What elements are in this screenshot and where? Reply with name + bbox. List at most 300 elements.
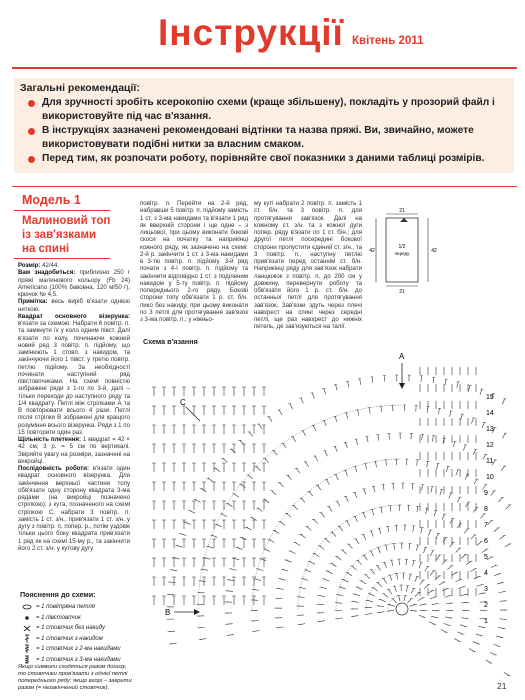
general-title: Загальні рекомендації:	[20, 82, 140, 94]
stitch-mark	[464, 529, 468, 534]
stitch-mark	[349, 544, 353, 549]
row-label: 10	[486, 474, 494, 481]
stitch-mark	[293, 505, 297, 509]
stitch-mark	[456, 579, 461, 582]
stitch-mark	[208, 546, 214, 548]
stitch-mark	[329, 507, 332, 512]
stitch-mark	[347, 521, 350, 526]
stitch-mark	[470, 569, 475, 572]
stitch-mark	[491, 491, 495, 496]
stitch-mark	[315, 456, 318, 461]
stitch-mark	[474, 576, 480, 578]
stitch-mark	[494, 528, 499, 532]
stitch-mark	[428, 590, 433, 593]
stitch-mark	[457, 382, 458, 388]
stitch-mark	[369, 594, 374, 597]
stitch-mark	[337, 556, 342, 560]
stitch-mark	[468, 385, 470, 391]
stitch-mark	[486, 660, 491, 663]
stitch-mark	[375, 461, 376, 467]
page-title: Інструкції	[158, 12, 344, 53]
stitch-mark	[386, 460, 387, 466]
stitch-mark	[364, 555, 367, 560]
stitch-mark	[487, 521, 491, 525]
stitch-mark	[415, 576, 418, 581]
stitch-mark	[336, 474, 339, 479]
stitch-mark	[425, 566, 428, 571]
stitch-mark	[450, 542, 454, 547]
stitch-mark	[295, 542, 300, 545]
stitch-mark	[421, 376, 422, 382]
stitch-mark	[241, 484, 246, 488]
stitch-mark	[482, 549, 487, 552]
stitch-mark	[288, 475, 292, 480]
model-rule	[14, 210, 110, 211]
stitch-mark	[342, 550, 346, 554]
stitch-mark	[234, 558, 240, 560]
stitch-mark	[456, 470, 458, 476]
stitch-mark	[415, 592, 419, 596]
stitch-mark	[426, 508, 427, 514]
stitch-mark	[319, 546, 324, 550]
stitch-mark	[208, 478, 213, 481]
stitch-mark	[258, 508, 263, 511]
page-number: 21	[497, 681, 507, 691]
stitch-mark	[371, 570, 375, 575]
stitch-mark	[480, 389, 482, 395]
stitch-mark	[469, 649, 474, 652]
stitch-mark	[394, 586, 396, 592]
stitch-mark	[397, 573, 398, 579]
stitch-mark	[458, 587, 464, 589]
stitch-mark	[309, 491, 313, 496]
chain-icon	[18, 602, 36, 612]
crochet-diagram	[140, 347, 520, 677]
stitch-mark	[406, 559, 407, 565]
stitch-mark	[384, 562, 386, 568]
stitch-mark	[234, 494, 239, 497]
stitch-mark	[325, 451, 328, 456]
stitch-mark	[365, 464, 366, 470]
single-crochet-icon	[18, 623, 36, 633]
row-label: 11	[486, 458, 494, 465]
stitch-mark	[392, 560, 393, 566]
stitch-mark	[301, 534, 306, 538]
bullet-icon	[28, 128, 35, 135]
stitch-mark	[491, 565, 496, 568]
stitch-mark	[500, 536, 505, 539]
schema-mid2-label: переду	[394, 251, 410, 256]
stitch-mark	[306, 570, 312, 572]
row-label: 6	[484, 538, 488, 545]
stitch-mark	[352, 566, 357, 570]
stitch-mark	[363, 535, 366, 540]
stitch-mark	[457, 497, 460, 502]
chain-arc	[252, 459, 402, 609]
stitch-mark	[347, 572, 352, 575]
schema-bottom-label: 21	[399, 289, 405, 295]
stitch-mark	[428, 530, 430, 536]
bullet-icon	[28, 156, 35, 163]
diagram-label-c: C	[180, 398, 186, 407]
stitch-mark	[430, 551, 433, 556]
stitch-mark	[413, 526, 414, 532]
stitch-mark	[502, 433, 505, 438]
stitch-mark	[453, 441, 455, 447]
stitch-mark	[461, 554, 466, 558]
stitch-mark	[454, 638, 459, 641]
stitch-mark	[324, 579, 330, 581]
general-item: Для зручності зробіть ксерокопію схеми (краще збільшену), покладіть у прозорий файл і використовуйте під час в'язання.	[20, 96, 508, 123]
legend-note: Якщо символи сходяться разом донизу, то стовпчики пров'язати з однієї петлі попереднього ряду; якщо вгорі – закрити разом (= незакінчений стовпчик).	[18, 664, 132, 691]
stitch-mark	[355, 492, 357, 498]
stitch-mark	[286, 513, 291, 517]
pattern-schematic	[364, 208, 446, 296]
stitch-mark	[363, 512, 365, 518]
stitch-mark	[390, 575, 392, 581]
stitch-mark	[443, 538, 446, 543]
stitch-mark	[340, 587, 346, 589]
model-name: Малиновий топ із зав'язками на спині	[22, 215, 111, 255]
stitch-mark	[332, 532, 336, 536]
stitch-mark	[367, 437, 368, 443]
stitch-mark	[314, 553, 319, 556]
stitch-mark	[256, 466, 260, 470]
stitch-mark	[216, 524, 221, 526]
stitch-mark	[185, 522, 191, 524]
stitch-mark	[343, 579, 348, 582]
stitch-mark	[439, 582, 444, 585]
stitch-mark	[303, 431, 306, 436]
stitch-mark	[348, 381, 349, 387]
stitch-mark	[490, 652, 495, 655]
stitch-mark	[372, 509, 374, 515]
instructions-column-1: Розмір: 42/44. Вам знадобиться: приблизно 250 г пряжі малинового кольору (Fb 24) Americano (100% бавовна, 120 м/50 г), крючок № 4,5. Примітка: весь виріб в'язати однією ниткою. Квадрат основного візерунка: в'язати за схемою. Набрати 6 повітр. п. та замкнути їх у коло одним півст. Далі в'язати по колу, починаючи кожний новий ряд 3 повітр. п. підйому, що замінюють 1 стовп. з накидом, та закінчуючи його 1 півст. у третю повітр. петлю підйому. За необхідності починати наступний ряд півстовпчиками. На схемі повністю зображені ряди з 1-го по 3-й, далі – тільки переходи до наступного ряду та 1/4 квадрату. Петлі між стрілками А та В повторювати всього 4 рази. Петлі після стрілки В зображені для кращого розуміння всього візерунка. Ряди з 1 по 15 повторити один раз. Щільність плетення: 1 квадрат = 42 × 42 см; 3 р. = 5 см по вертикалі. Звіряйте увагу на розміри, зазначені на викройці. Послідовність роботи: в'язати один квадрат основного візерунка. Для закінчення верхньої частини топу обв'язати одну сторону квадрата 3-ма рядами (на викройці позначено стрілкою): з кута, позначеного на схемі стрілкою С, набрати 3 повітр. п. замість 1 ст. з/н., прив'язати 1 ст. з/н. у дугу з повітр. п. попер. р., потім уздовж тільки цього боку квадрата прив'язати 1 ряд як на схемі 15-му р., та закінчити його 2 ст. з/н. у кутову дугу	[18, 262, 130, 552]
row-label: 12	[486, 442, 494, 449]
schema-left-label: 42	[369, 248, 375, 254]
stitch-mark	[259, 424, 263, 429]
row-label: 5	[484, 554, 488, 561]
stitch-mark	[417, 460, 418, 466]
stitch-mark	[438, 408, 439, 414]
stitch-mark	[378, 435, 379, 441]
stitch-mark	[237, 548, 243, 550]
stitch-mark	[386, 545, 387, 551]
general-item: Перед тим, як розпочати роботу, порівняйте свої показники з даними таблиці розмірів.	[20, 152, 508, 166]
stitch-mark	[279, 483, 283, 487]
stitch-mark	[269, 540, 274, 543]
legend-row: = 1 стовпчик з 2-ма накидами	[18, 644, 138, 655]
stitch-mark	[335, 416, 337, 422]
schema-right-label: 42	[431, 248, 437, 254]
arrow-c-line	[186, 407, 200, 421]
stitch-mark	[450, 518, 453, 523]
stitch-mark	[326, 479, 329, 484]
stitch-mark	[437, 463, 438, 469]
stitch-mark	[474, 479, 477, 484]
stitch-mark	[466, 561, 471, 564]
stitch-mark	[482, 422, 484, 427]
center-ring	[396, 603, 408, 615]
stitch-mark	[390, 506, 391, 512]
stitch-mark	[473, 641, 478, 643]
stitch-mark	[274, 530, 279, 533]
stitch-mark	[504, 672, 509, 675]
stitch-mark	[446, 466, 448, 472]
legend-row: = 1 півстовпчик	[18, 613, 138, 624]
stitch-mark	[321, 513, 325, 518]
stitch-mark	[483, 485, 486, 490]
stitch-mark	[280, 522, 285, 525]
stitch-mark	[378, 547, 380, 553]
stitch-mark	[364, 489, 366, 495]
stitch-mark	[248, 475, 253, 479]
stitch-mark	[471, 418, 473, 424]
legend-title: Пояснення до схеми:	[20, 590, 96, 599]
stitch-mark	[327, 571, 332, 574]
stitch-mark	[417, 506, 418, 512]
stitch-mark	[422, 434, 423, 440]
stitch-mark	[222, 514, 227, 517]
stitch-mark	[317, 485, 320, 490]
stitch-mark	[471, 535, 475, 539]
stitch-mark	[418, 598, 423, 601]
model-rule-bottom	[14, 258, 110, 259]
bullet-icon	[28, 100, 35, 107]
stitch-mark	[371, 551, 374, 556]
stitch-mark	[384, 594, 389, 598]
stitch-mark	[444, 623, 450, 625]
treble-crochet-icon	[18, 644, 36, 654]
stitch-mark	[410, 604, 416, 606]
stitch-mark	[190, 511, 195, 514]
diagram-title: Схема в'язання	[143, 337, 198, 346]
stitch-mark	[339, 526, 343, 531]
stitch-mark	[180, 534, 186, 536]
stitch-mark	[269, 417, 272, 422]
stitch-mark	[337, 501, 340, 506]
stitch-mark	[212, 535, 218, 537]
stitch-mark	[312, 393, 314, 399]
stitch-mark	[324, 388, 326, 394]
stitch-mark	[477, 585, 483, 587]
stitch-mark	[436, 555, 439, 560]
stitch-mark	[380, 599, 386, 601]
stitch-mark	[313, 425, 316, 430]
stitch-mark	[378, 582, 382, 586]
stitch-mark	[409, 574, 410, 580]
diagram-label-b: B	[165, 608, 171, 617]
top-rule	[12, 67, 517, 69]
stitch-mark	[383, 484, 384, 490]
issue-label: Квітень 2011	[352, 35, 424, 47]
row-label: 15	[486, 394, 494, 401]
stitch-mark	[346, 496, 349, 501]
stitch-mark	[279, 410, 282, 415]
stitch-mark	[249, 432, 253, 437]
double-crochet-icon	[18, 634, 36, 644]
stitch-mark	[261, 559, 267, 561]
stitch-mark	[419, 563, 421, 569]
stitch-mark	[383, 578, 386, 583]
stitch-mark	[429, 622, 434, 625]
stitch-mark	[286, 560, 292, 562]
stitch-mark	[301, 498, 305, 502]
stitch-mark	[361, 581, 366, 584]
legend-row: = 1 стовпчик без накиду	[18, 623, 138, 634]
stitch-mark	[434, 511, 436, 517]
row-label: 3	[484, 586, 488, 593]
stitch-mark	[394, 544, 395, 550]
stitch-mark	[430, 571, 434, 576]
stitch-mark	[447, 566, 452, 570]
instructions-column-2: повітр. п. Перейти на 2-й ряд, набравши 5 повітр. п. підйому замість 1 ст. з 3-ма накидами та в'язати 1 ряд як вверхній сторони і ще одне – з лицьової, при цьому виконати бокові скоси на початку та наприкінці кожного ряду, як зазначено на схемі: 2-й р. закінчити 1 ст. з 3-ма накидами в 3-тю повітр. п. підйому. 3-й ряд почати з 4-ї повітр. п. підйому та закінчити відповідно 1 ст. з поділеним накидом у 5-ту повітр. п. підйому попереднього 2-го ряду. Бокові сторони топу обв'язати 1 р. ст. б/н. пико без накиду, при цьому виконати по 3 петлі для протягування зав'язок з 3-ма повітр. п.; у ніжньо-	[140, 200, 248, 323]
stitch-mark	[345, 442, 347, 448]
stitch-mark	[265, 458, 269, 462]
stitch-mark	[421, 527, 422, 533]
schema-top-label: 21	[399, 208, 405, 214]
stitch-mark	[461, 414, 463, 420]
stitch-mark	[505, 544, 510, 547]
stitch-mark	[412, 483, 413, 489]
stitch-mark	[357, 587, 362, 590]
stitch-mark	[406, 586, 407, 592]
stitch-mark	[223, 458, 228, 462]
stitch-mark	[335, 446, 337, 452]
diagram-label-a: A	[399, 352, 405, 361]
stitch-mark	[272, 491, 276, 495]
stitch-mark	[282, 569, 288, 571]
row-label: 14	[486, 410, 494, 417]
stitch-mark	[324, 421, 326, 427]
stitch-mark	[356, 539, 359, 544]
stitch-mark	[481, 514, 485, 519]
stitch-mark	[336, 385, 338, 391]
stitch-mark	[379, 528, 381, 534]
stitch-mark	[264, 549, 270, 551]
arrow-b-head	[194, 609, 200, 615]
stitch-mark	[494, 574, 500, 576]
stitch-mark	[360, 379, 361, 385]
stitch-mark	[427, 461, 428, 467]
stitch-mark	[301, 398, 304, 403]
stitch-mark	[413, 560, 414, 566]
chain-arc	[388, 595, 402, 609]
stitch-mark	[290, 404, 293, 409]
stitch-mark	[501, 466, 504, 471]
stitch-mark	[274, 451, 278, 456]
stitch-mark	[358, 410, 359, 416]
stitch-mark	[422, 485, 423, 491]
stitch-mark	[246, 527, 251, 530]
stitch-mark	[331, 563, 336, 566]
stitch-mark	[314, 519, 318, 523]
instructions-column-3: му куті набрати 2 повітр. п. замість 1 ст. б/н. та 3 повітр. п. для протягування зав'язок. Далі на кожному ст. з/н. та з кожної дуги попер. ряду в'язати по 1 ст. б/н.; для другої петлі посередині бокової сторони пропустити єдиний ст. з/н., та 3 повітр. п., наступну петлю прив'язати перед останнім ст. б/н. Наприкінці ряду для зав'язок набрати ланцюжок з повітр. п. до 200 см у довжину, перевернути роботу та обв'язати його 1 р. ст. б/н. до останньої петлі для протягування зав'язок. Зав'язки здуть через плечі навхрест на спині через середні петлі, ще раз навхрест до нижніх петель, де зав'язуються на талії.	[254, 200, 362, 331]
stitch-mark	[502, 399, 505, 404]
stitch-mark	[381, 406, 382, 412]
stitch-mark	[310, 561, 315, 564]
stitch-mark	[356, 439, 358, 445]
stitch-mark	[442, 514, 444, 519]
stitch-mark	[377, 565, 380, 570]
stitch-mark	[432, 436, 433, 442]
stitch-mark	[388, 526, 389, 532]
stitch-mark	[457, 632, 463, 634]
stitch-mark	[381, 507, 382, 513]
row-label: 9	[484, 490, 488, 497]
stitch-mark	[293, 437, 296, 442]
legend-row: = 1 стовпчик з 3-ма накидами	[18, 655, 138, 666]
row-label: 2	[484, 602, 488, 609]
model-number: Модель 1	[22, 193, 81, 207]
stitch-mark	[452, 572, 457, 575]
stitch-mark	[463, 445, 465, 451]
stitch-mark	[303, 579, 309, 581]
general-list	[20, 96, 508, 166]
stitch-mark	[456, 548, 460, 552]
stitch-mark	[358, 560, 362, 564]
stitch-mark	[371, 531, 373, 537]
stitch-mark	[441, 629, 446, 632]
stitch-mark	[373, 486, 374, 492]
stitch-mark	[420, 580, 424, 585]
stitch-mark	[409, 543, 410, 549]
stitch-mark	[431, 487, 432, 493]
chain-arc	[298, 505, 402, 609]
stitch-mark	[445, 379, 446, 385]
general-recommendations	[14, 78, 514, 173]
stitch-mark	[354, 594, 360, 596]
stitch-mark	[366, 575, 370, 579]
stitch-mark	[372, 377, 373, 383]
schema-mid-label: 1/2	[398, 244, 406, 250]
legend-row: = 1 стовпчик з накидом	[18, 634, 138, 645]
stitch-mark	[325, 539, 329, 543]
stitch-mark	[407, 599, 411, 603]
row-label: 13	[486, 426, 494, 433]
stitch-mark	[231, 449, 235, 453]
stitch-mark	[215, 468, 220, 472]
stitch-mark	[290, 551, 295, 554]
stitch-mark	[305, 462, 308, 467]
row-label: 4	[484, 570, 488, 577]
stitch-mark	[227, 504, 232, 507]
legend-row: = 1 повітряна петля	[18, 602, 138, 613]
stitch-mark	[416, 545, 417, 551]
legend	[18, 602, 138, 665]
stitch-mark	[373, 588, 378, 592]
stitch-mark	[435, 576, 439, 580]
stitch-mark	[355, 467, 357, 473]
stitch-mark	[498, 498, 502, 502]
stitch-mark	[493, 644, 499, 646]
stitch-mark	[345, 470, 347, 476]
stitch-mark	[440, 489, 442, 495]
stitch-mark	[283, 443, 287, 448]
stitch-mark	[433, 377, 434, 383]
stitch-mark	[399, 595, 400, 601]
stitch-mark	[430, 597, 436, 599]
stitch-mark	[355, 516, 358, 521]
stitch-mark	[411, 588, 414, 593]
stitch-mark	[389, 604, 395, 606]
stitch-mark	[442, 589, 447, 591]
stitch-mark	[346, 413, 348, 419]
stitch-mark	[419, 615, 425, 617]
stitch-mark	[423, 547, 425, 553]
mid-rule	[12, 186, 517, 187]
stitch-mark	[369, 408, 370, 414]
